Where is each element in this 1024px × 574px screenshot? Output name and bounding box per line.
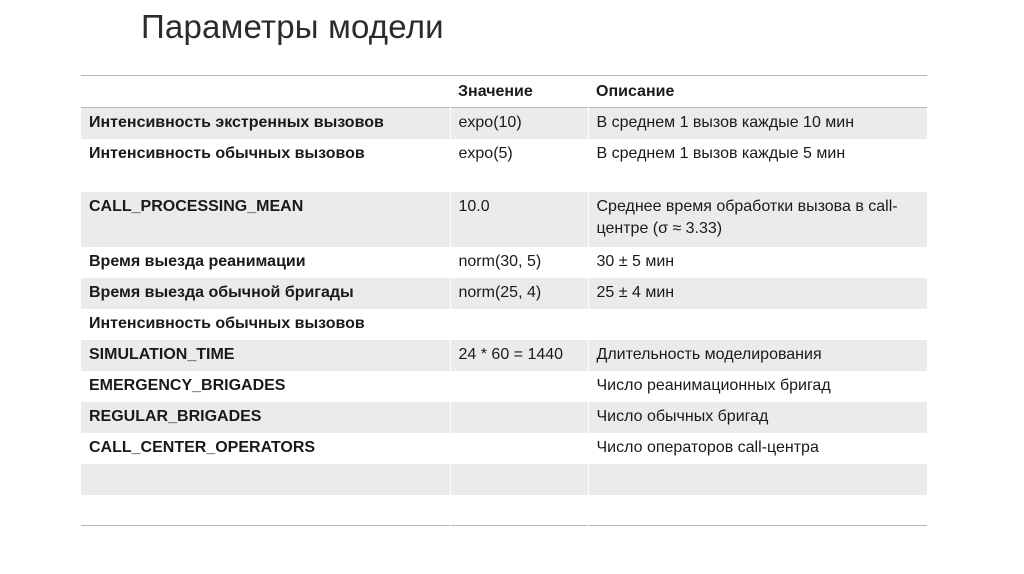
slide-title: Параметры модели (141, 8, 444, 45)
param-value-cell (450, 309, 588, 340)
param-description-cell: Длительность моделирования (588, 340, 927, 371)
table-row (81, 108, 927, 139)
param-name-cell (81, 495, 450, 526)
parameters-table-container (81, 75, 927, 526)
param-description-cell (588, 495, 927, 526)
param-name-cell: Время выезда реанимации (89, 252, 306, 270)
header-name (81, 76, 450, 108)
param-name-cell: CALL_PROCESSING_MEAN (81, 192, 450, 247)
param-value-cell: norm(30, 5) (450, 247, 588, 278)
param-description-cell: 25 ± 4 мин (588, 278, 927, 309)
param-value-cell (450, 433, 588, 464)
param-value-cell (450, 464, 588, 495)
param-name-cell: Интенсивность экстренных вызовов (81, 108, 450, 139)
param-name-cell: Интенсивность обычных вызовов (89, 314, 365, 332)
param-value-cell (450, 495, 588, 526)
param-value-cell (450, 371, 588, 402)
param-value-cell (450, 402, 588, 433)
param-name-cell: Время выезда обычной бригады (81, 278, 450, 309)
param-value-cell: norm(25, 4) (450, 278, 588, 309)
table-row (81, 402, 927, 433)
param-description-cell: Число операторов call-центра (588, 433, 927, 464)
param-name-cell: CALL_CENTER_OPERATORS (89, 438, 316, 456)
param-description-cell: Среднее время обработки вызова в call-центре (σ ≈ 3.33) (588, 192, 927, 247)
table-row (81, 278, 927, 309)
table-row (81, 247, 927, 278)
table-row (81, 371, 927, 402)
param-description-cell: В среднем 1 вызов каждые 10 мин (588, 108, 927, 139)
table-row (81, 433, 927, 464)
param-description-cell (588, 464, 927, 495)
param-name-cell (81, 464, 450, 495)
parameters-table (81, 75, 927, 526)
param-description-cell (588, 309, 927, 340)
param-description-cell: Число реанимационных бригад (588, 371, 927, 402)
param-value-cell: expo(5) (450, 139, 588, 192)
param-description-cell: 30 ± 5 мин (588, 247, 927, 278)
param-name-cell: REGULAR_BRIGADES (81, 402, 450, 433)
table-row (81, 309, 927, 340)
table-row (81, 464, 927, 495)
header-description: Описание (596, 82, 675, 100)
table-header-row (81, 76, 927, 108)
param-description-cell: В среднем 1 вызов каждые 5 мин (588, 139, 927, 192)
table-row (81, 139, 927, 192)
param-name-cell: Интенсивность обычных вызовов (89, 144, 365, 162)
param-value-cell: expo(10) (450, 108, 588, 139)
param-name-cell: SIMULATION_TIME (81, 340, 450, 371)
header-value: Значение (458, 82, 533, 100)
table-row (81, 192, 927, 247)
table-row (81, 495, 927, 526)
param-name-cell: EMERGENCY_BRIGADES (89, 376, 286, 394)
param-description-cell: Число обычных бригад (588, 402, 927, 433)
param-value-cell: 24 * 60 = 1440 (450, 340, 588, 371)
param-value-cell: 10.0 (450, 192, 588, 247)
table-row (81, 340, 927, 371)
